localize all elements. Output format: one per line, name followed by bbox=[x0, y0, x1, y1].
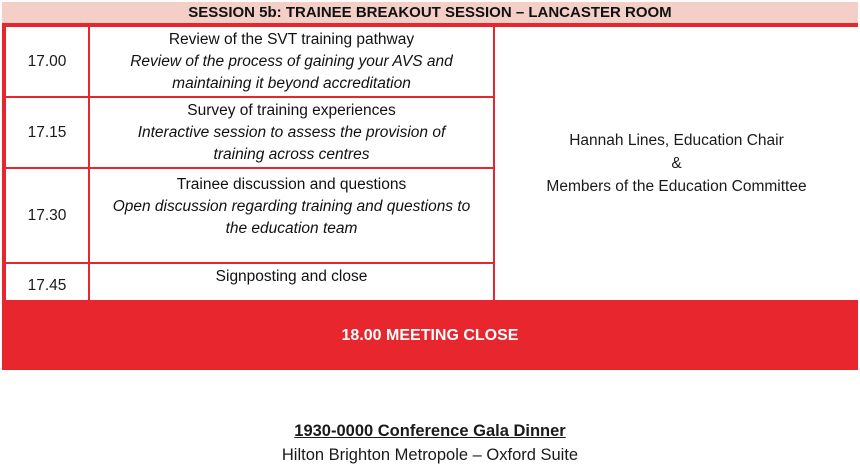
time-cell bbox=[6, 98, 88, 167]
item-title: Survey of training experiences bbox=[187, 101, 396, 119]
gala-dinner-section bbox=[0, 419, 860, 467]
time-label: 17.15 bbox=[27, 123, 67, 141]
speaker-cell bbox=[495, 27, 858, 300]
session-header: SESSION 5b: TRAINEE BREAKOUT SESSION – LANCASTER ROOM bbox=[2, 2, 858, 25]
item-description: the education team bbox=[225, 220, 358, 237]
time-label: 17.45 bbox=[27, 277, 67, 294]
speaker-name: Hannah Lines, Education Chair bbox=[569, 132, 784, 149]
item-description: Review of the process of gaining your AVS and bbox=[130, 52, 453, 70]
item-title: Review of the SVT training pathway bbox=[168, 30, 415, 48]
item-title: Signposting and close bbox=[215, 268, 368, 285]
item-description: Interactive session to assess the provision of bbox=[137, 123, 446, 141]
time-cell bbox=[6, 27, 88, 96]
item-description: Open discussion regarding training and questions to bbox=[112, 198, 471, 215]
item-description: training across centres bbox=[213, 145, 370, 163]
item-title: Trainee discussion and questions bbox=[176, 176, 407, 193]
agenda-item bbox=[90, 264, 493, 300]
gala-location: Hilton Brighton Metropole – Oxford Suite bbox=[281, 446, 579, 464]
agenda-table bbox=[2, 2, 858, 370]
time-label: 17.00 bbox=[27, 52, 67, 70]
item-description: maintaining it beyond accreditation bbox=[172, 74, 411, 92]
agenda-item bbox=[90, 27, 493, 96]
agenda-item bbox=[90, 169, 493, 262]
gala-title: 1930-0000 Conference Gala Dinner bbox=[294, 422, 566, 440]
time-label: 17.30 bbox=[27, 206, 67, 224]
speaker-committee: Members of the Education Committee bbox=[546, 178, 807, 195]
meeting-close-banner: 18.00 MEETING CLOSE bbox=[341, 327, 519, 344]
agenda-item bbox=[90, 98, 493, 167]
time-cell bbox=[6, 169, 88, 262]
time-cell bbox=[6, 264, 88, 300]
speaker-ampersand: & bbox=[671, 155, 682, 172]
